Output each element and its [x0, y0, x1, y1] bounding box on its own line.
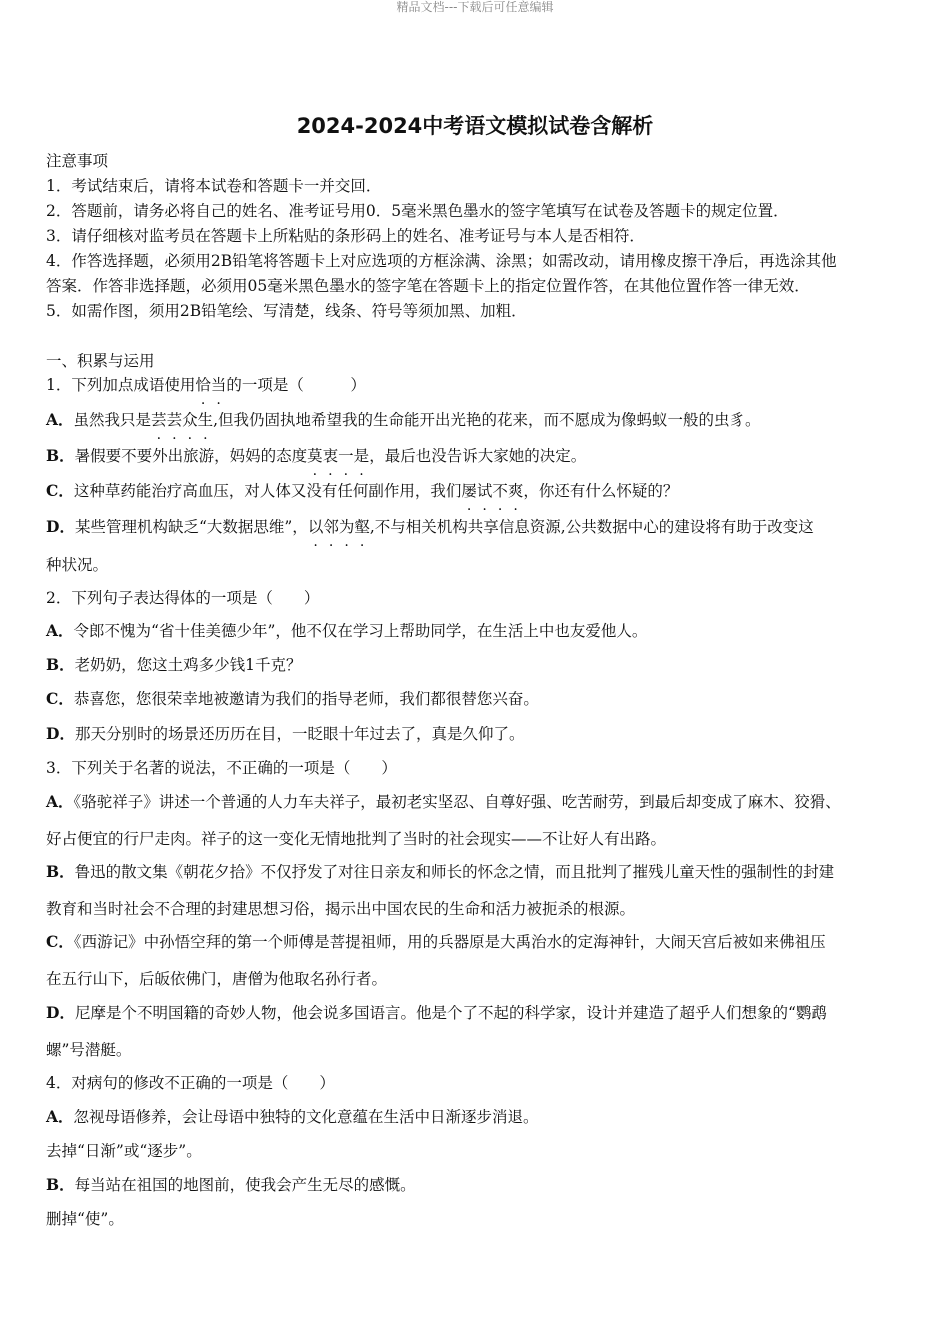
question-3-option-c-cont: 在五行山下，后皈依佛门，唐僧为他取名孙行者。	[46, 970, 388, 988]
question-2-option-a	[46, 621, 908, 641]
option-letter: B．	[46, 862, 75, 881]
option-text: 恭喜您，您很荣幸地被邀请为我们的指导老师，我们都很替您兴奋。	[73, 690, 539, 708]
emphasis-dotted	[195, 376, 226, 394]
option-letter: D．	[46, 1003, 75, 1022]
option-letter: D．	[46, 724, 75, 743]
question-2-option-b	[46, 655, 908, 675]
page-title: 2024-2024中考语文模拟试卷含解析	[296, 114, 654, 138]
option-text: 虽然我只是	[73, 411, 152, 429]
question-1-option-a	[46, 410, 908, 430]
question-3-option-d-cont: 螺”号潜艇。	[46, 1041, 132, 1059]
dotted-char: 生	[197, 411, 214, 429]
notice-item: 3．请仔细核对监考员在答题卡上所粘贴的条形码上的姓名、准考证号与本人是否相符．	[46, 227, 645, 245]
option-text: 某些管理机构缺乏“大数据思维”，	[74, 518, 308, 536]
notice-item: 4．作答选择题，必须用2B铅笔将答题卡上对应选项的方框涂满、涂黑；如需改动，请用橡皮擦干净后，再选涂其他	[46, 252, 837, 270]
dotted-char: 试	[476, 482, 493, 500]
emphasis-dotted	[308, 518, 370, 536]
option-text: 这种草药能治疗高血压，对人体又没有任何副作用，我们	[73, 482, 462, 500]
question-3-option-c	[46, 932, 908, 952]
question-3-option-a	[46, 792, 908, 812]
dotted-char: 芸	[151, 411, 167, 429]
dotted-char: 屡	[461, 482, 477, 500]
question-1-stem	[46, 375, 908, 395]
option-text: 老奶奶，您这土鸡多少钱1千克？	[74, 656, 302, 674]
question-4-option-a-fix: 去掉“日渐”或“逐步”。	[46, 1142, 202, 1160]
dotted-char: 以	[307, 518, 324, 536]
emphasis-dotted	[307, 447, 369, 465]
question-1-option-b	[46, 446, 908, 466]
question-2-stem: 2．下列句子表达得体的一项是（ ）	[46, 589, 320, 607]
question-4-option-b-fix: 删掉“使”。	[46, 1210, 124, 1228]
notice-heading: 注意事项	[46, 152, 109, 170]
option-letter: C．	[46, 481, 74, 500]
option-text: ,不与相关机构共享信息资源,公共数据中心的建设将有助于改变这	[369, 518, 814, 536]
question-2-option-c	[46, 689, 908, 709]
option-text: ，最后也没告诉大家她的决定。	[369, 447, 587, 465]
question-3-option-b	[46, 862, 908, 882]
question-4-stem: 4．对病句的修改不正确的一项是（ ）	[46, 1074, 335, 1092]
question-1-option-d-cont: 种状况。	[46, 556, 109, 574]
notice-item: 答案．作答非选择题，必须用05毫米黑色墨水的签字笔在答题卡上的指定位置作答，在其他位置作答一律无效．	[46, 277, 810, 295]
notice-item: 2．答题前，请务必将自己的姓名、准考证号用0．5毫米黑色墨水的签字笔填写在试卷及答题卡的规定位置．	[46, 202, 789, 220]
option-letter: C．	[46, 932, 74, 951]
question-4-option-b	[46, 1175, 908, 1195]
dotted-char: 不	[492, 482, 508, 500]
option-text: 鲁迅的散文集《朝花夕拾》不仅抒发了对往日亲友和师长的怀念之情，而且批判了摧残儿童天性的强制性的封建	[74, 863, 835, 881]
option-text: 《西游记》中孙悟空拜的第一个师傅是菩提祖师，用的兵器原是大禹治水的定海神针，大闹天宫后被如来佛祖压	[73, 933, 826, 951]
option-letter: B．	[46, 1175, 75, 1194]
dotted-char: 芸	[166, 411, 183, 429]
option-text: ，你还有什么怀疑的？	[523, 482, 679, 500]
option-text: 尼摩是个不明国籍的奇妙人物，他会说多国语言。他是个了不起的科学家，设计并建造了超乎人们想象的“鹦鹉	[74, 1004, 827, 1022]
question-3-option-d	[46, 1003, 908, 1023]
notice-item: 5．如需作图，须用2B铅笔绘、写清楚，线条、符号等须加黑、加粗．	[46, 302, 527, 320]
option-letter: B．	[46, 446, 75, 465]
dotted-char: 一	[338, 447, 354, 465]
notice-item: 1．考试结束后，请将本试卷和答题卡一并交回．	[46, 177, 382, 195]
watermark: 精品文档---下载后可任意编辑	[396, 0, 554, 14]
option-letter: A．	[46, 621, 74, 640]
question-4-option-a	[46, 1107, 908, 1127]
question-3-option-a-cont: 好占便宜的行尸走肉。祥子的这一变化无情地批判了当时的社会现实——不让好人有出路。	[46, 830, 667, 848]
option-text: 那天分别时的场景还历历在目，一眨眼十年过去了，真是久仰了。	[74, 725, 525, 743]
stem-text: 1．下列加点成语使用	[46, 376, 196, 394]
option-text: 《骆驼祥子》讲述一个普通的人力车夫祥子，最初老实坚忍、自尊好强、吃苦耐劳，到最后却变成了麻木、狡猾、	[73, 793, 841, 811]
question-2-option-d	[46, 724, 908, 744]
dotted-char: 邻	[323, 518, 339, 536]
option-text: 令郎不愧为“省十佳美德少年”，他不仅在学习上帮助同学，在生活上中也友爱他人。	[73, 622, 648, 640]
dotted-char: 莫	[307, 447, 323, 465]
option-text: 每当站在祖国的地图前，使我会产生无尽的感慨。	[74, 1176, 416, 1194]
stem-text: 的一项是（ ）	[226, 376, 366, 394]
section-heading: 一、积累与运用	[46, 352, 155, 370]
question-1-option-d	[46, 517, 908, 537]
option-text: 忽视母语修养，会让母语中独特的文化意蕴在生活中日渐逐步消退。	[73, 1108, 539, 1126]
question-3-stem: 3．下列关于名著的说法，不正确的一项是（ ）	[46, 759, 397, 777]
dotted-char: 恰	[195, 376, 211, 394]
option-text: ,但我仍固执地希望我的生命能开出光艳的花来，而不愿成为像蚂蚁一般的虫豸。	[213, 411, 761, 429]
dotted-char: 爽	[507, 482, 524, 500]
option-letter: A．	[46, 792, 74, 811]
dotted-char: 是	[353, 447, 370, 465]
dotted-char: 众	[182, 411, 198, 429]
option-letter: D．	[46, 517, 75, 536]
question-3-option-b-cont: 教育和当时社会不合理的封建思想习俗，揭示出中国农民的生命和活力被扼杀的根源。	[46, 900, 636, 918]
option-text: 暑假要不要外出旅游，妈妈的态度	[74, 447, 308, 465]
dotted-char: 当	[210, 376, 227, 394]
option-letter: A．	[46, 410, 74, 429]
dotted-char: 为	[338, 518, 355, 536]
option-letter: A．	[46, 1107, 74, 1126]
emphasis-dotted	[461, 482, 523, 500]
emphasis-dotted	[151, 411, 213, 429]
dotted-char: 衷	[322, 447, 339, 465]
dotted-char: 壑	[354, 518, 370, 536]
question-1-option-c	[46, 481, 908, 501]
option-letter: B．	[46, 655, 75, 674]
option-letter: C．	[46, 689, 74, 708]
